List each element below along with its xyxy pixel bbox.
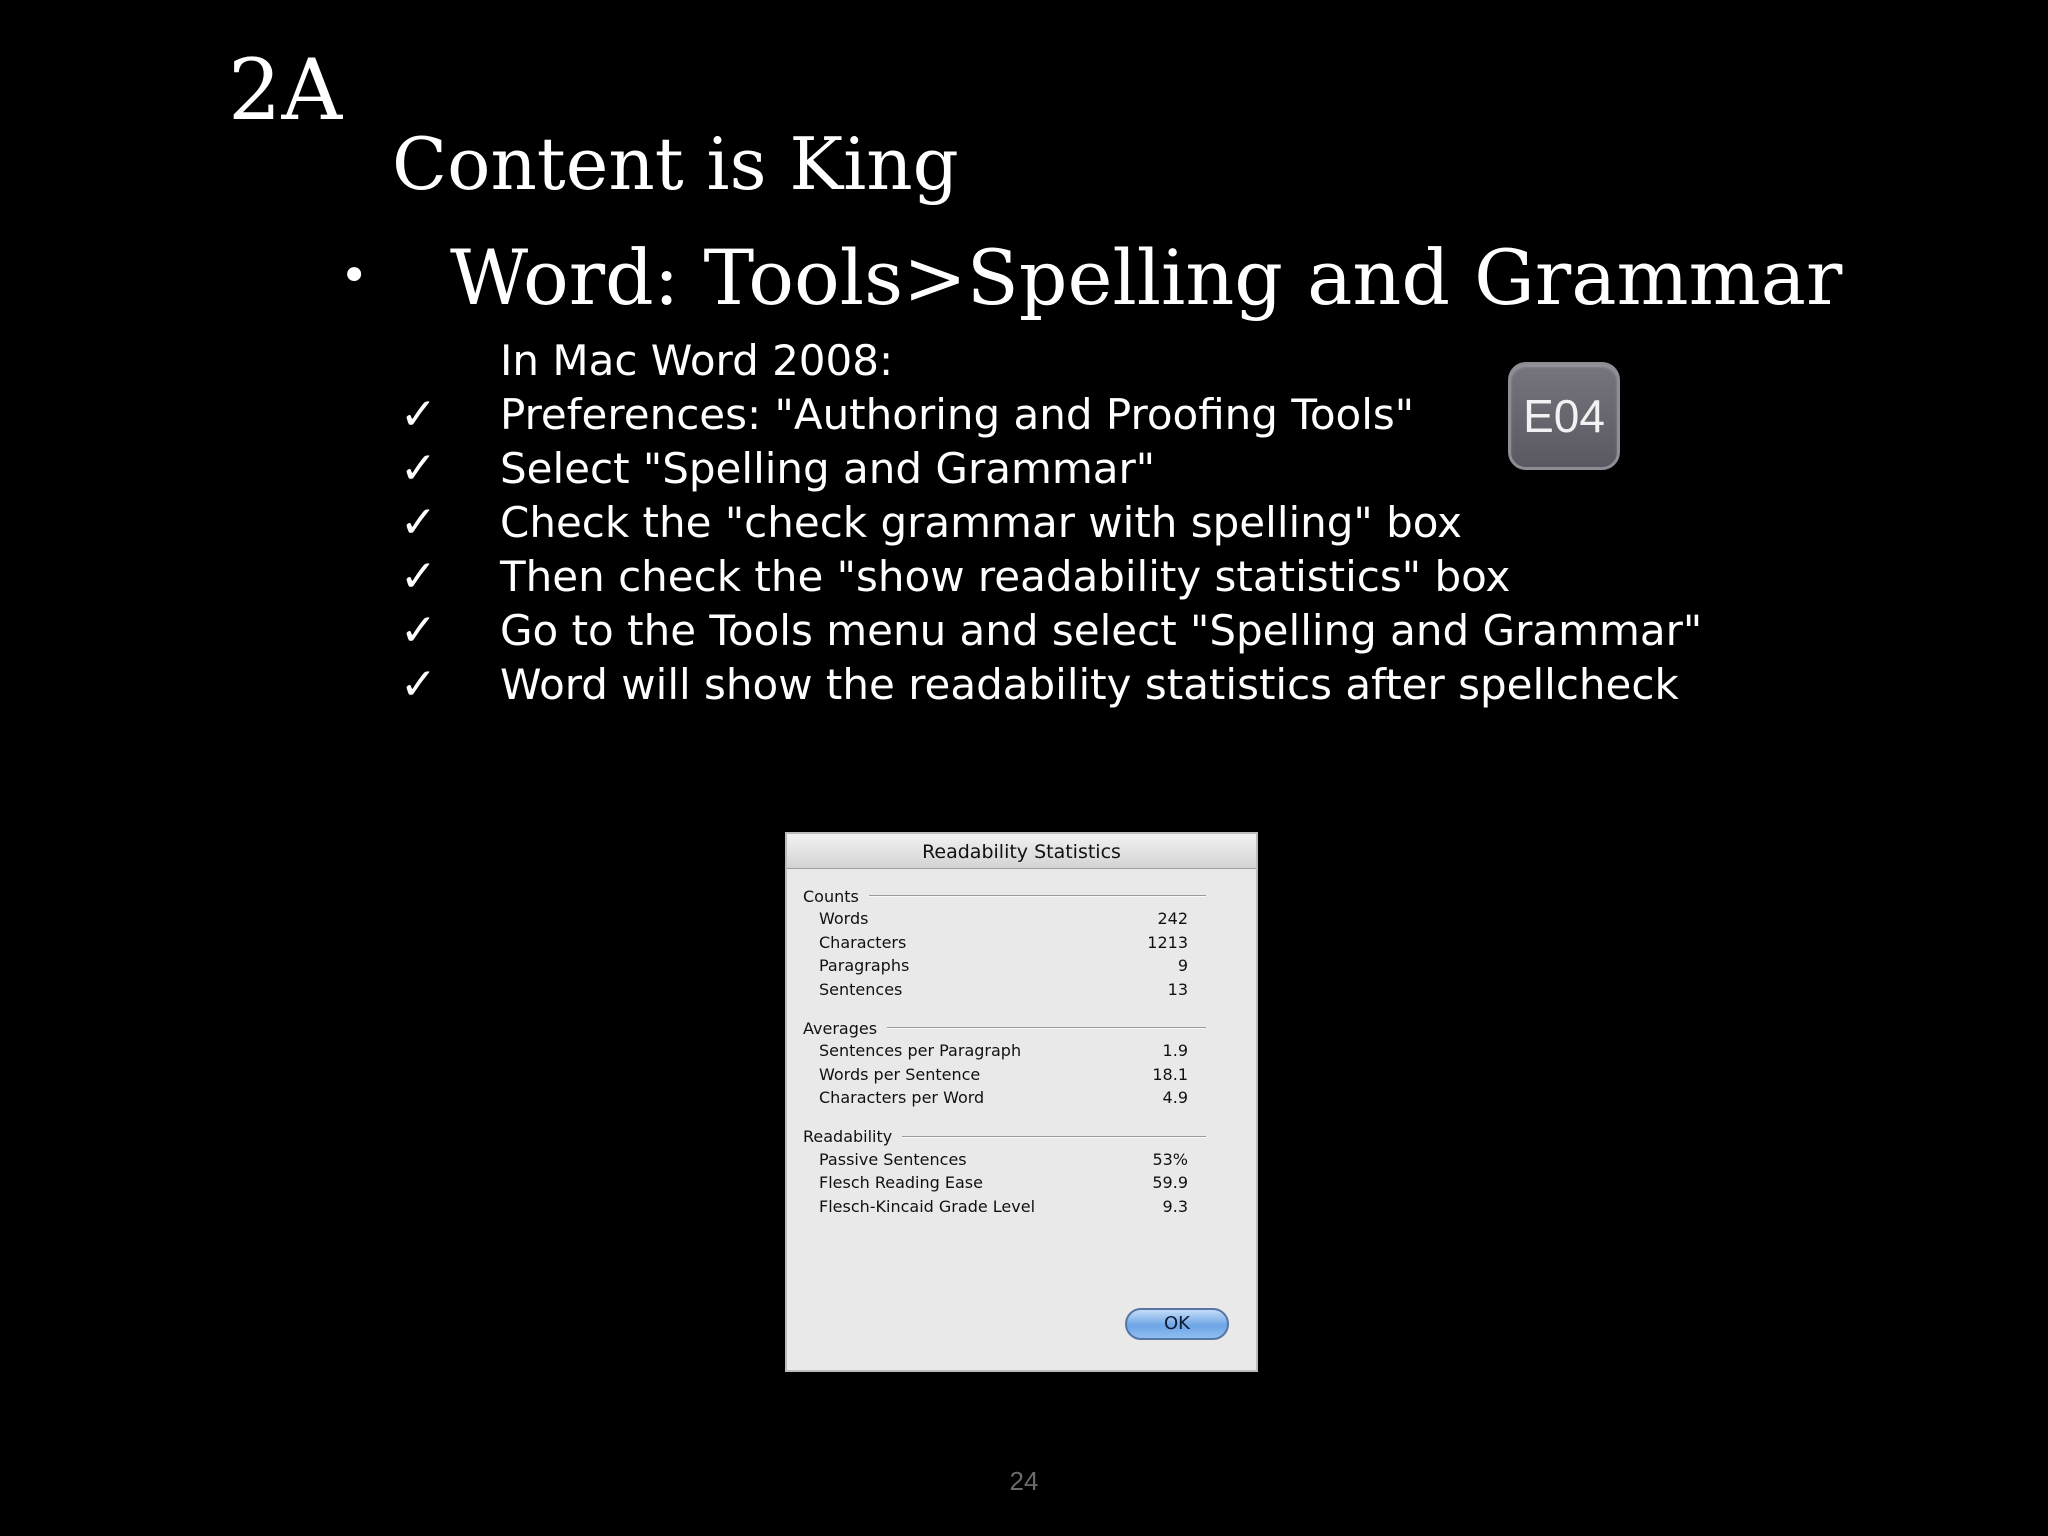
stat-label: Flesch Reading Ease [819, 1173, 983, 1192]
group-header-averages [803, 1017, 1206, 1039]
slide-title: Content is King [392, 122, 959, 206]
group-divider [869, 895, 1206, 897]
sub-intro: In Mac Word 2008: [500, 336, 894, 385]
group-divider [887, 1027, 1206, 1029]
group-gap [803, 1110, 1206, 1126]
check-list-item [400, 442, 1702, 496]
stat-label: Words [819, 909, 869, 928]
stat-row [803, 1148, 1206, 1172]
stat-row [803, 978, 1206, 1002]
dialog-body [787, 869, 1256, 1218]
stat-value: 4.9 [1162, 1088, 1188, 1107]
group-header-counts [803, 885, 1206, 907]
stat-row [803, 1195, 1206, 1219]
group-header-readability [803, 1126, 1206, 1148]
group-title: Counts [803, 886, 859, 906]
stat-value: 9 [1177, 956, 1188, 975]
bullet-text: Word: Tools>Spelling and Grammar [450, 233, 1843, 322]
section-label: 2A [228, 41, 343, 139]
step-text: Word will show the readability statistics after spellcheck [500, 660, 1679, 709]
stat-label: Characters [819, 932, 907, 952]
group-title: Readability [803, 1127, 893, 1146]
stat-row [803, 954, 1206, 978]
checkmark-icon: ✓ [400, 605, 437, 656]
stat-label: Characters per Word [819, 1088, 985, 1107]
step-text: Check the "check grammar with spelling" box [500, 498, 1463, 547]
bullet-icon: • [340, 248, 369, 304]
stat-label: Paragraphs [819, 956, 910, 975]
check-list-item [400, 496, 1702, 550]
group-divider [902, 1136, 1206, 1138]
stat-row [803, 1039, 1206, 1063]
stat-row [803, 1171, 1206, 1195]
check-list-item [400, 658, 1702, 712]
stat-value: 242 [1157, 909, 1188, 928]
group-title: Averages [803, 1018, 878, 1038]
step-text: Select "Spelling and Grammar" [500, 444, 1156, 493]
checkmark-icon: ✓ [400, 497, 437, 548]
stat-value: 9.3 [1162, 1196, 1188, 1216]
stat-row [803, 1063, 1206, 1087]
stat-row [803, 1086, 1206, 1110]
dialog-title: Readability Statistics [787, 834, 1256, 869]
check-list-item [400, 388, 1702, 442]
group-gap [803, 1001, 1206, 1017]
step-text: Then check the "show readability statistics" box [500, 552, 1511, 601]
stat-value: 18.1 [1152, 1064, 1188, 1084]
check-list-item [400, 604, 1702, 658]
check-list [400, 388, 1702, 712]
exercise-badge: E04 [1508, 362, 1620, 470]
step-text: Preferences: "Authoring and Proofing Tools" [500, 390, 1415, 439]
stat-row [803, 931, 1206, 955]
stat-value: 1.9 [1162, 1041, 1188, 1060]
checkmark-icon: ✓ [400, 659, 437, 710]
stat-value: 53% [1152, 1149, 1188, 1169]
stat-label: Words per Sentence [819, 1064, 981, 1084]
stat-label: Flesch-Kincaid Grade Level [819, 1196, 1036, 1216]
readability-dialog [785, 832, 1258, 1372]
checkmark-icon: ✓ [400, 551, 437, 602]
stat-label: Sentences per Paragraph [819, 1041, 1022, 1060]
stat-label: Sentences [819, 979, 903, 999]
stat-row [803, 907, 1206, 931]
stat-value: 1213 [1147, 932, 1188, 952]
step-text: Go to the Tools menu and select "Spelling and Grammar" [500, 606, 1703, 655]
ok-button[interactable]: OK [1125, 1308, 1229, 1340]
page-number: 24 [1009, 1466, 1039, 1496]
stat-value: 59.9 [1152, 1173, 1188, 1192]
check-list-item [400, 550, 1702, 604]
checkmark-icon: ✓ [400, 443, 437, 494]
stat-label: Passive Sentences [819, 1149, 967, 1169]
bullet-item [340, 233, 1843, 322]
stat-value: 13 [1167, 979, 1188, 999]
checkmark-icon: ✓ [400, 389, 437, 440]
